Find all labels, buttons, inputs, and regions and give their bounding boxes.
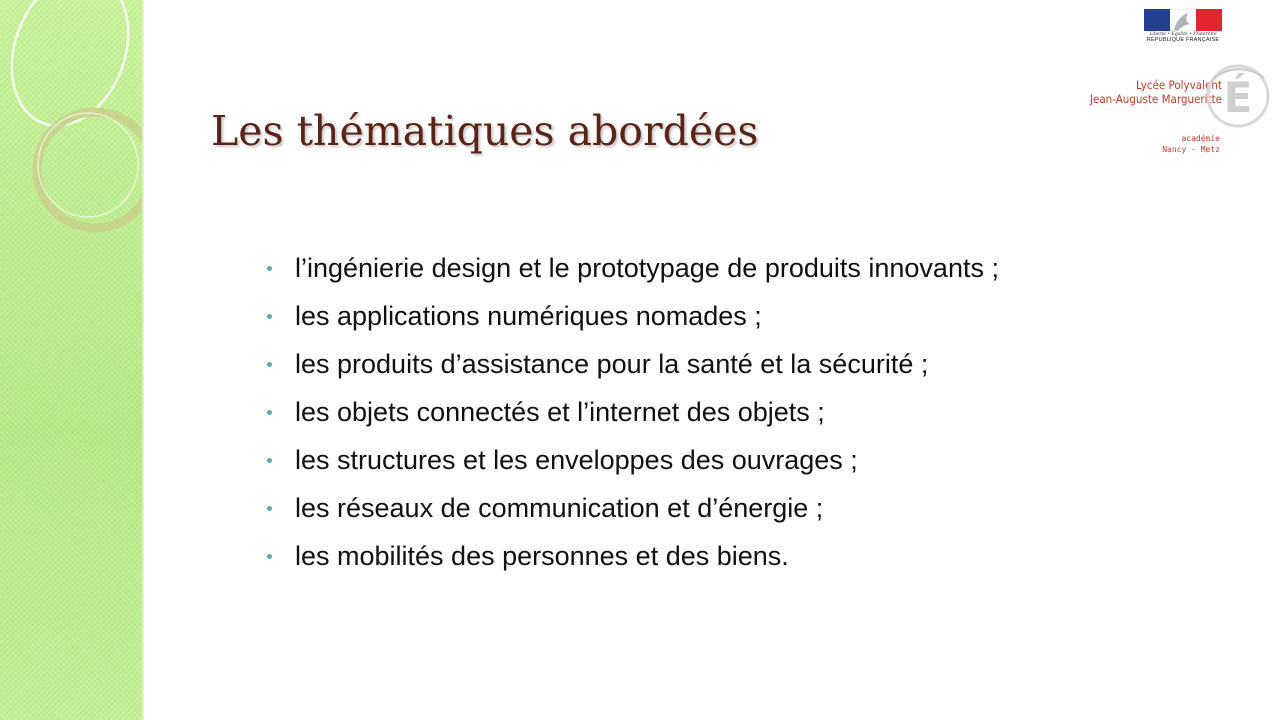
republique-motto: Liberté • Égalité • Fraternité <box>1149 32 1217 37</box>
republique-francaise-logo <box>1144 9 1222 43</box>
academie-line2: Nancy - Metz <box>1162 145 1220 154</box>
list-item: les mobilités des personnes et des biens. <box>266 532 999 580</box>
tricolor-flag-icon <box>1144 9 1222 31</box>
list-item: les produits d’assistance pour la santé et la sécurité ; <box>266 340 999 388</box>
list-item: les structures et les enveloppes des ouvrages ; <box>266 436 999 484</box>
list-item: les réseaux de communication et d’énergie ; <box>266 484 999 532</box>
list-item: les objets connectés et l’internet des objets ; <box>266 388 999 436</box>
school-logo-letter: É <box>1223 73 1253 122</box>
school-e-logo-icon <box>1198 60 1280 130</box>
academie-label <box>1162 133 1220 155</box>
school-name-line1: Lycée Polyvalent <box>1135 78 1222 92</box>
ring-inner <box>38 113 138 217</box>
decorative-side-panel <box>0 0 144 720</box>
ring-olive <box>37 112 142 228</box>
slide-title: Les thématiques abordées <box>211 107 759 155</box>
list-item: les applications numériques nomades ; <box>266 292 999 340</box>
republique-name: RÉPUBLIQUE FRANÇAISE <box>1146 37 1220 43</box>
decorative-rings <box>0 0 142 720</box>
academie-line1: académie <box>1181 134 1220 143</box>
school-name-line2: Jean-Auguste Margueritte <box>1089 92 1222 106</box>
list-item: l’ingénierie design et le prototypage de produits innovants ; <box>266 244 999 292</box>
topics-list <box>266 244 999 580</box>
